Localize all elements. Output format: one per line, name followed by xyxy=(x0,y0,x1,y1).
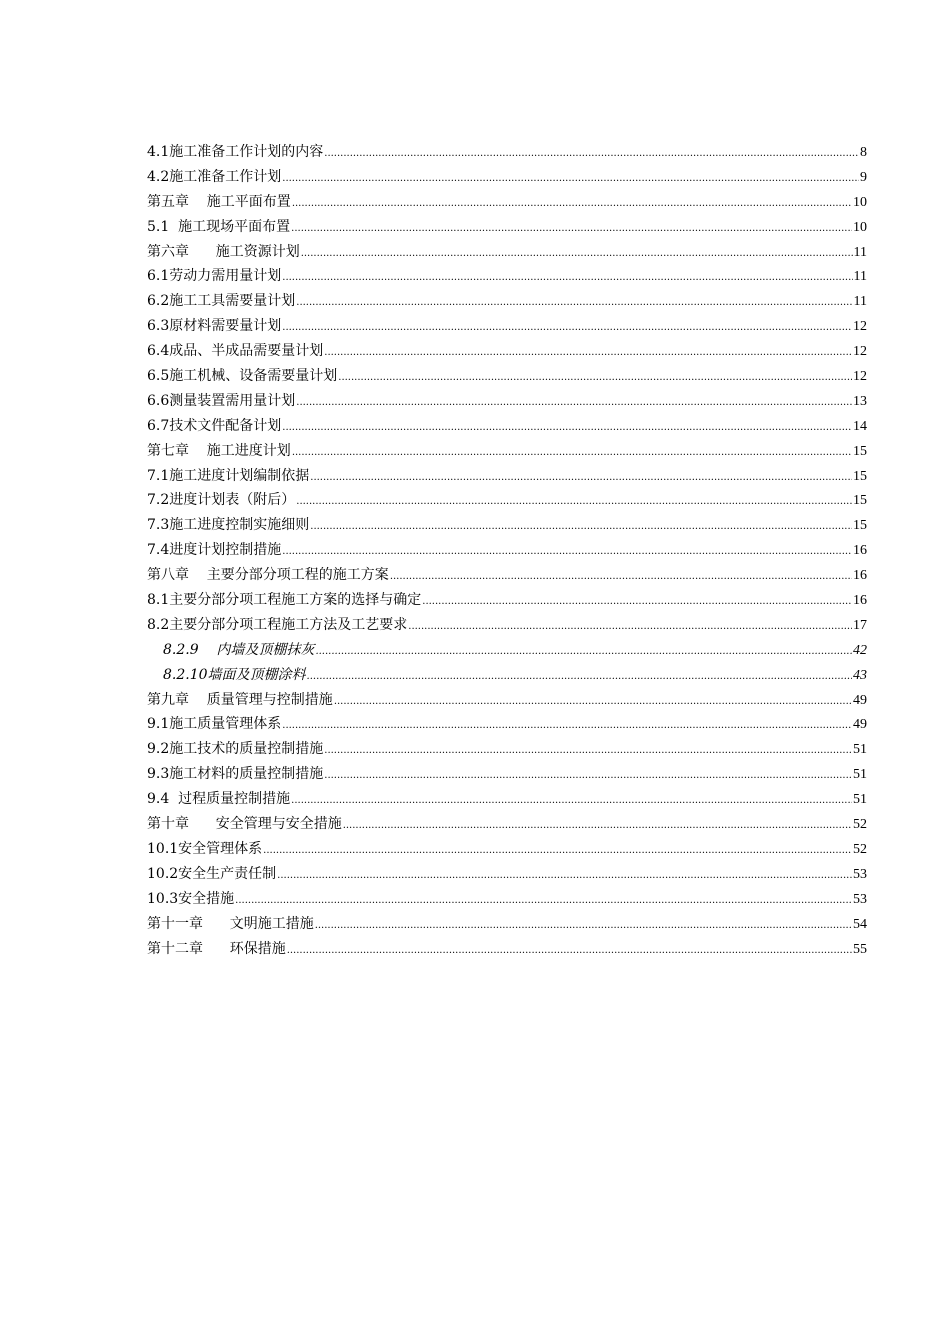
toc-entry-label: 第十一章 文明施工措施 xyxy=(147,915,314,932)
toc-dot-leader xyxy=(235,889,852,914)
toc-page-number: 10 xyxy=(853,219,867,235)
toc-dot-leader xyxy=(310,515,852,540)
toc-page-number: 13 xyxy=(853,393,867,409)
toc-entry-chapter-12[interactable] xyxy=(147,937,867,962)
toc-page-number: 15 xyxy=(853,468,867,484)
toc-dot-leader xyxy=(291,217,852,242)
toc-entry-6-5[interactable] xyxy=(147,364,867,389)
toc-entry-label: 6.4成品、半成品需要量计划 xyxy=(147,343,324,360)
toc-dot-leader xyxy=(282,714,852,739)
toc-entry-6-4[interactable] xyxy=(147,339,867,364)
toc-entry-label: 第十章 安全管理与安全措施 xyxy=(147,816,342,833)
toc-entry-label: 8.1主要分部分项工程施工方案的选择与确定 xyxy=(147,592,422,609)
table-of-contents xyxy=(147,140,867,961)
toc-dot-leader xyxy=(277,864,852,889)
toc-dot-leader xyxy=(282,540,852,565)
toc-entry-7-2[interactable] xyxy=(147,488,867,513)
toc-entry-label: 10.2安全生产责任制 xyxy=(147,865,277,882)
toc-entry-label: 8.2主要分部分项工程施工方法及工艺要求 xyxy=(147,616,408,633)
toc-page-number: 16 xyxy=(853,568,867,584)
toc-entry-chapter-6[interactable] xyxy=(147,240,867,265)
toc-page-number: 9 xyxy=(860,169,867,185)
toc-entry-label: 第五章 施工平面布置 xyxy=(147,193,291,210)
toc-entry-label: 第九章 质量管理与控制措施 xyxy=(147,691,333,708)
toc-entry-10-3[interactable] xyxy=(147,887,867,912)
toc-entry-label: 9.4 过程质量控制措施 xyxy=(147,791,291,808)
toc-entry-label: 8.2.9 内墙及顶棚抹灰 xyxy=(163,641,315,658)
toc-entry-8-1[interactable] xyxy=(147,588,867,613)
toc-dot-leader xyxy=(338,366,852,391)
toc-entry-7-4[interactable] xyxy=(147,538,867,563)
toc-dot-leader xyxy=(343,814,852,839)
toc-dot-leader xyxy=(324,341,852,366)
toc-entry-chapter-5[interactable] xyxy=(147,190,867,215)
toc-entry-label: 10.3安全措施 xyxy=(147,890,235,907)
toc-dot-leader xyxy=(310,466,852,491)
toc-dot-leader xyxy=(282,416,852,441)
toc-dot-leader xyxy=(296,490,852,515)
toc-entry-10-1[interactable] xyxy=(147,837,867,862)
toc-entry-4-1[interactable] xyxy=(147,140,867,165)
toc-entry-label: 7.1施工进度计划编制依据 xyxy=(147,467,310,484)
toc-entry-label: 4.2施工准备工作计划 xyxy=(147,168,282,185)
toc-entry-9-3[interactable] xyxy=(147,762,867,787)
toc-entry-4-2[interactable] xyxy=(147,165,867,190)
toc-page-number: 15 xyxy=(853,493,867,509)
toc-entry-6-2[interactable] xyxy=(147,289,867,314)
toc-dot-leader xyxy=(282,316,852,341)
toc-entry-7-3[interactable] xyxy=(147,513,867,538)
toc-page-number: 12 xyxy=(853,344,867,360)
toc-dot-leader xyxy=(390,565,852,590)
toc-page-number: 15 xyxy=(853,518,867,534)
toc-entry-label: 9.3施工材料的质量控制措施 xyxy=(147,766,324,783)
toc-page-number: 55 xyxy=(853,941,867,957)
toc-entry-label: 10.1安全管理体系 xyxy=(147,840,263,857)
toc-entry-8-2[interactable] xyxy=(147,613,867,638)
toc-dot-leader xyxy=(324,764,852,789)
toc-dot-leader xyxy=(324,142,859,167)
toc-dot-leader xyxy=(292,192,852,217)
toc-page-number: 49 xyxy=(853,717,867,733)
toc-page-number: 11 xyxy=(853,244,867,260)
toc-entry-6-7[interactable] xyxy=(147,414,867,439)
toc-entry-label: 第十二章 环保措施 xyxy=(147,940,286,957)
toc-entry-chapter-11[interactable] xyxy=(147,912,867,937)
toc-page-number: 43 xyxy=(853,667,867,683)
toc-dot-leader xyxy=(408,615,852,640)
toc-page-number: 16 xyxy=(853,543,867,559)
toc-entry-label: 6.6测量装置需用量计划 xyxy=(147,392,296,409)
toc-page-number: 16 xyxy=(853,593,867,609)
toc-page-number: 11 xyxy=(853,269,867,285)
toc-dot-leader xyxy=(292,441,852,466)
toc-dot-leader xyxy=(324,739,852,764)
toc-entry-label: 8.2.10墙面及顶棚涂料 xyxy=(163,666,306,683)
toc-page-number: 53 xyxy=(853,891,867,907)
toc-page-number: 51 xyxy=(853,767,867,783)
toc-entry-label: 6.3原材料需要量计划 xyxy=(147,318,282,335)
toc-page-number: 53 xyxy=(853,866,867,882)
toc-entry-label: 6.7技术文件配备计划 xyxy=(147,417,282,434)
toc-page-number: 51 xyxy=(853,742,867,758)
toc-entry-label: 第六章 施工资源计划 xyxy=(147,243,300,260)
toc-page-number: 14 xyxy=(853,418,867,434)
toc-entry-label: 6.5施工机械、设备需要量计划 xyxy=(147,368,338,385)
toc-page-number: 8 xyxy=(860,145,867,160)
toc-entry-chapter-8[interactable] xyxy=(147,563,867,588)
toc-entry-9-1[interactable] xyxy=(147,712,867,737)
toc-dot-leader xyxy=(422,590,852,615)
toc-entry-label: 4.1施工准备工作计划的内容 xyxy=(147,144,324,160)
toc-page-number: 54 xyxy=(853,916,867,932)
toc-page-number: 11 xyxy=(853,294,867,310)
toc-dot-leader xyxy=(296,291,852,316)
toc-entry-label: 6.2施工工具需要量计划 xyxy=(147,293,296,310)
toc-dot-leader xyxy=(334,690,852,715)
toc-page-number: 17 xyxy=(853,617,867,633)
toc-entry-9-2[interactable] xyxy=(147,737,867,762)
toc-page-number: 42 xyxy=(853,642,867,658)
toc-entry-8-2-9[interactable] xyxy=(147,638,867,663)
toc-dot-leader xyxy=(315,914,852,939)
toc-entry-label: 5.1 施工现场平面布置 xyxy=(147,218,291,235)
toc-page-number: 10 xyxy=(853,194,867,210)
toc-page-number: 15 xyxy=(853,443,867,459)
toc-dot-leader xyxy=(287,939,852,964)
toc-page-number: 52 xyxy=(853,841,867,857)
toc-entry-label: 7.3施工进度控制实施细则 xyxy=(147,517,310,534)
toc-dot-leader xyxy=(263,839,852,864)
toc-page-number: 12 xyxy=(853,319,867,335)
toc-dot-leader xyxy=(315,640,852,665)
toc-entry-label: 9.1施工质量管理体系 xyxy=(147,716,282,733)
toc-dot-leader xyxy=(291,789,852,814)
toc-entry-6-3[interactable] xyxy=(147,314,867,339)
toc-entry-10-2[interactable] xyxy=(147,862,867,887)
toc-entry-8-2-10[interactable] xyxy=(147,663,867,688)
toc-entry-label: 7.4进度计划控制措施 xyxy=(147,542,282,559)
toc-entry-chapter-7[interactable] xyxy=(147,439,867,464)
toc-page-number: 51 xyxy=(853,792,867,808)
toc-entry-5-1[interactable] xyxy=(147,215,867,240)
toc-entry-chapter-9[interactable] xyxy=(147,688,867,713)
toc-entry-label: 7.2进度计划表（附后） xyxy=(147,492,296,509)
toc-entry-chapter-10[interactable] xyxy=(147,812,867,837)
toc-entry-label: 9.2施工技术的质量控制措施 xyxy=(147,741,324,758)
toc-dot-leader xyxy=(307,665,852,690)
toc-entry-6-1[interactable] xyxy=(147,264,867,289)
toc-entry-7-1[interactable] xyxy=(147,464,867,489)
toc-entry-6-6[interactable] xyxy=(147,389,867,414)
toc-dot-leader xyxy=(282,167,859,192)
toc-entry-9-4[interactable] xyxy=(147,787,867,812)
toc-entry-label: 6.1劳动力需用量计划 xyxy=(147,268,282,285)
toc-dot-leader xyxy=(296,391,852,416)
toc-dot-leader xyxy=(282,266,852,291)
toc-dot-leader xyxy=(301,242,853,267)
toc-page-number: 49 xyxy=(853,692,867,708)
toc-page-number: 52 xyxy=(853,817,867,833)
toc-entry-label: 第八章 主要分部分项工程的施工方案 xyxy=(147,567,389,584)
toc-page-number: 12 xyxy=(853,369,867,385)
toc-entry-label: 第七章 施工进度计划 xyxy=(147,442,291,459)
